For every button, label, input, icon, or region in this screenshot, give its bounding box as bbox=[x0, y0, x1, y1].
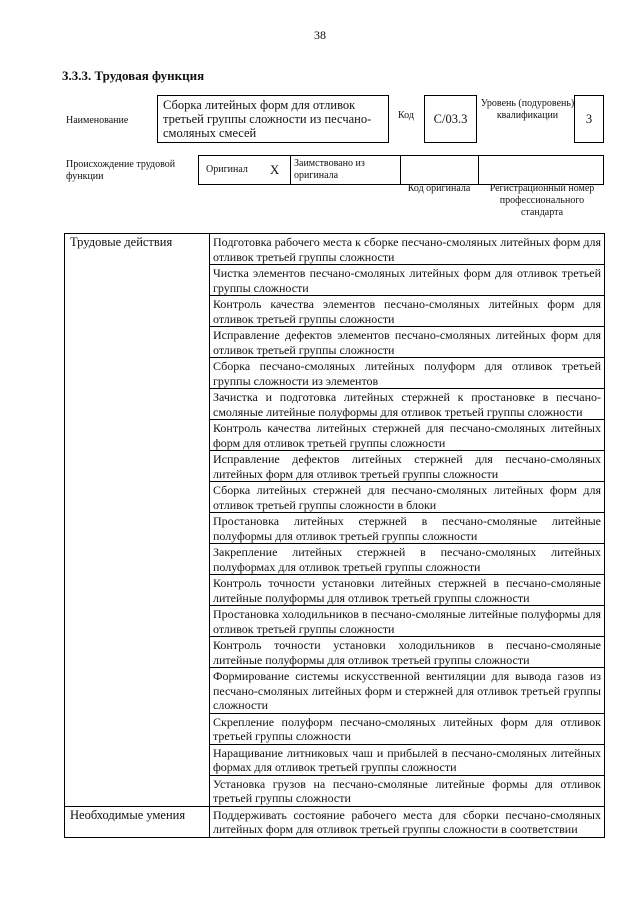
table-row bbox=[65, 806, 605, 837]
qualification-level: 3 bbox=[574, 95, 604, 143]
table-row bbox=[65, 234, 605, 265]
skill-item-text: Поддерживать состояние рабочего места для сборки песчано-смоляных литейных форм для отливок третьей группы сложности в соответствии bbox=[213, 807, 601, 836]
labor-action-item: Наращивание литниковых чаш и прибылей в песчано-смоляных литейных формах для отливок третьей группы сложности bbox=[210, 744, 605, 775]
borrowed-label: Заимствовано из оригинала bbox=[291, 156, 401, 184]
code-original-caption: Код оригинала bbox=[407, 183, 471, 194]
origin-original-cell bbox=[199, 156, 291, 184]
labor-action-item: Сборка литейных стержней для песчано-смоляных литейных форм для отливок третьей группы сложности в блоки bbox=[210, 482, 605, 513]
labor-action-item: Простановка холодильников в песчано-смоляные литейные полуформы для отливок третьей группы сложности bbox=[210, 606, 605, 637]
labor-action-item: Скрепление полуформ песчано-смоляных литейных форм для отливок третьей группы сложности bbox=[210, 713, 605, 744]
level-label: Уровень (подуровень) квалификации bbox=[480, 98, 575, 121]
origin-label: Происхождение трудовой функции bbox=[66, 159, 176, 182]
labor-action-item: Контроль точности установки холодильников в песчано-смоляные литейные полуформы для отливок третьей группы сложности bbox=[210, 637, 605, 668]
labor-action-item: Сборка песчано-смоляных литейных полуформ для отливок третьей группы сложности из элементов bbox=[210, 358, 605, 389]
labor-action-item: Контроль качества элементов песчано-смоляных литейных форм для отливок третьей группы сложности bbox=[210, 296, 605, 327]
labor-action-item: Исправление дефектов элементов песчано-смоляных литейных форм для отливок третьей группы сложности bbox=[210, 327, 605, 358]
original-mark: X bbox=[269, 162, 280, 177]
code-original-cell bbox=[401, 156, 479, 184]
labor-action-item: Зачистка и подготовка литейных стержней к простановке в песчано-смоляные литейные полуформы для отливок третьей группы сложности bbox=[210, 389, 605, 420]
name-label: Наименование bbox=[66, 115, 129, 126]
reg-number-caption: Регистрационный номер профессионального стандарта bbox=[489, 183, 595, 218]
labor-action-item: Контроль точности установки литейных стержней в песчано-смоляные литейные полуформы для отливок третьей группы сложности bbox=[210, 575, 605, 606]
labor-action-label: Трудовые действия bbox=[65, 234, 210, 807]
code-label: Код bbox=[398, 110, 414, 121]
labor-action-item: Формирование системы искусственной вентиляции для вывода газов из песчано-смоляных литейных форм и стержней для отливок третьей группы сложности bbox=[210, 668, 605, 714]
labor-action-item: Установка грузов на песчано-смоляные литейные формы для отливок третьей группы сложности bbox=[210, 775, 605, 806]
labor-action-item: Подготовка рабочего места к сборке песчано-смоляных литейных форм для отливок третьей группы сложности bbox=[210, 234, 605, 265]
labor-action-item: Исправление дефектов литейных стержней для песчано-смоляных литейных форм для отливок третьей группы сложности bbox=[210, 451, 605, 482]
labor-action-item: Простановка литейных стержней в песчано-смоляные литейные полуформы для отливок третьей группы сложности bbox=[210, 513, 605, 544]
section-heading: 3.3.3. Трудовая функция bbox=[62, 68, 205, 83]
labor-function-table bbox=[64, 233, 605, 838]
function-name: Сборка литейных форм для отливок третьей группы сложности из песчано-смоляных смесей bbox=[157, 95, 389, 143]
origin-strip bbox=[198, 155, 604, 185]
labor-action-item: Чистка элементов песчано-смоляных литейных форм для отливок третьей группы сложности bbox=[210, 265, 605, 296]
labor-action-item: Закрепление литейных стержней в песчано-смоляных литейных полуформах для отливок третьей группы сложности bbox=[210, 544, 605, 575]
skill-item bbox=[210, 806, 605, 837]
page-number: 38 bbox=[314, 28, 326, 42]
original-label: Оригинал bbox=[206, 164, 248, 175]
function-code: C/03.3 bbox=[424, 95, 477, 143]
table-body bbox=[65, 234, 605, 838]
skill-label: Необходимые умения bbox=[65, 806, 210, 837]
labor-action-item: Контроль качества литейных стержней для песчано-смоляных литейных форм для отливок третьей группы сложности bbox=[210, 420, 605, 451]
reg-number-cell bbox=[479, 156, 603, 184]
